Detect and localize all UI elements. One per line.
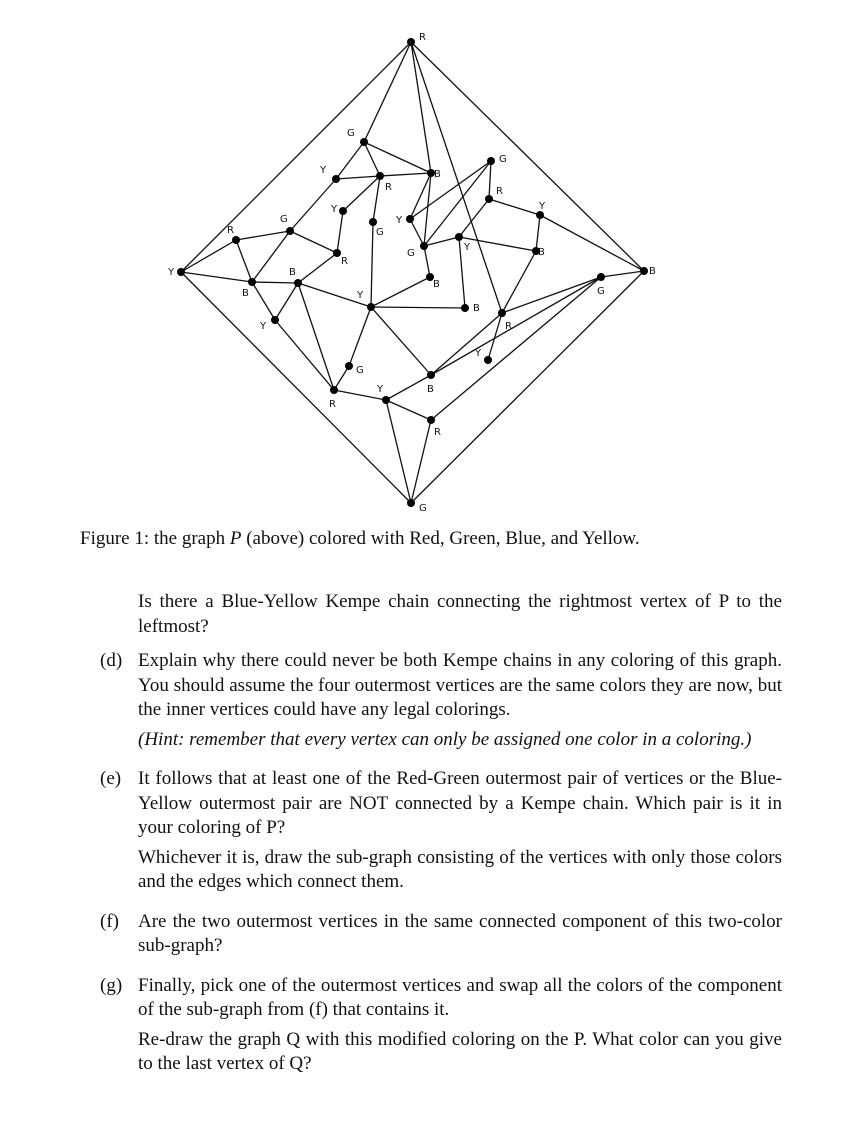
graph-edge [373, 176, 380, 222]
graph-vertex [420, 242, 428, 250]
graph-vertex [640, 267, 648, 275]
graph-edge [502, 251, 536, 313]
graph-edge [411, 420, 431, 503]
vertex-color-label: Y [168, 267, 175, 278]
graph-edge [364, 142, 380, 176]
graph-edge [431, 277, 601, 375]
vertex-color-label: G [407, 248, 415, 259]
vertex-color-label: B [433, 279, 440, 290]
graph-edge [371, 307, 431, 375]
graph-edge [252, 282, 298, 283]
graph-edge [489, 161, 491, 199]
figure-graph [0, 0, 860, 520]
vertex-color-label: R [341, 256, 348, 267]
graph-vertex [248, 278, 256, 286]
vertex-color-label: Y [320, 165, 327, 176]
vertex-color-label: R [434, 427, 441, 438]
graph-vertex [339, 207, 347, 215]
vertex-color-label: Y [260, 321, 267, 332]
graph-vertex [407, 38, 415, 46]
graph-edge [502, 277, 601, 313]
graph-vertex [382, 396, 390, 404]
graph-edge [411, 42, 431, 173]
vertex-color-label: G [356, 365, 364, 376]
vertex-color-label: R [419, 32, 426, 43]
graph-edge [540, 215, 644, 271]
vertex-color-label: G [419, 503, 427, 514]
vertex-color-label: Y [539, 201, 546, 212]
graph-vertex [427, 371, 435, 379]
graph-vertex [367, 303, 375, 311]
vertex-color-label: R [496, 186, 503, 197]
graph-vertex [407, 499, 415, 507]
graph-edge [431, 313, 502, 375]
graph-edge [343, 176, 380, 211]
question-f-label: (f) [100, 910, 119, 932]
graph-edge [236, 231, 290, 240]
graph-vertex [376, 172, 384, 180]
vertex-color-label: B [434, 169, 441, 180]
graph-edge [371, 307, 465, 308]
vertex-color-label: Y [377, 384, 384, 395]
graph-vertex [360, 138, 368, 146]
graph-edge [290, 231, 337, 253]
graph-edge [349, 307, 371, 366]
question-g [100, 974, 782, 1082]
vertex-color-label: B [538, 247, 545, 258]
vertex-color-label: Y [396, 215, 403, 226]
graph-edge [336, 142, 364, 179]
question-g-label: (g) [100, 974, 123, 996]
caption-prefix: Figure 1: the graph [80, 528, 230, 549]
question-e-text-2: Whichever it is, draw the sub-graph consisting of the vertices with only those colors and the edges which connect them. [138, 846, 782, 892]
graph-edge [337, 211, 343, 253]
caption-var: P [229, 528, 242, 549]
vertex-color-label: G [597, 286, 605, 297]
graph-edge [411, 271, 644, 503]
graph-vertex [286, 227, 294, 235]
graph-vertex [333, 249, 341, 257]
graph-edge [252, 231, 290, 282]
graph-edge [336, 176, 380, 179]
graph-edges [181, 42, 644, 503]
question-d-text: Explain why there could never be both Kempe chains in any coloring of this graph. You should assume the four outermost vertices are the same colors they are now, but the inner vertices could have any legal colorings. [138, 650, 782, 720]
question-intro-text: Is there a Blue-Yellow Kempe chain connecting the rightmost vertex of P to the leftmost? [138, 591, 782, 637]
vertex-color-label: B [649, 266, 656, 277]
graph-edge [424, 173, 431, 246]
vertex-color-label: G [499, 154, 507, 165]
graph-edge [252, 282, 275, 320]
graph-vertex [330, 386, 338, 394]
graph-edge [275, 320, 334, 390]
graph-edge [275, 283, 298, 320]
graph-vertices [167, 32, 656, 514]
graph-edge [536, 215, 540, 251]
question-list [100, 590, 782, 1092]
graph-edge [410, 219, 424, 246]
graph-edge [411, 42, 502, 313]
graph-p-svg [0, 0, 860, 520]
question-e-label: (e) [100, 768, 122, 789]
vertex-color-label: G [347, 128, 355, 139]
graph-edge [334, 366, 349, 390]
graph-edge [411, 42, 644, 271]
graph-edge [371, 222, 373, 307]
question-d [100, 649, 782, 757]
question-e [100, 767, 782, 900]
question-intro [100, 590, 782, 639]
graph-vertex [294, 279, 302, 287]
vertex-color-label: B [473, 303, 480, 314]
graph-edge [181, 272, 252, 282]
graph-edge [386, 375, 431, 400]
graph-edge [364, 42, 411, 142]
question-d-hint: (Hint: remember that every vertex can only be assigned one color in a coloring.) [138, 728, 752, 750]
vertex-color-label: G [280, 214, 288, 225]
graph-vertex [427, 416, 435, 424]
graph-vertex [455, 233, 463, 241]
graph-edge [410, 161, 491, 219]
vertex-color-label: B [427, 384, 434, 395]
graph-vertex [484, 356, 492, 364]
vertex-color-label: B [289, 267, 296, 278]
graph-edge [290, 179, 336, 231]
graph-vertex [369, 218, 377, 226]
vertex-color-label: R [385, 182, 392, 193]
graph-vertex [536, 211, 544, 219]
graph-edge [386, 400, 411, 503]
vertex-color-label: Y [475, 348, 482, 359]
graph-vertex [271, 316, 279, 324]
figure-caption [80, 528, 640, 550]
graph-edge [298, 253, 337, 283]
question-g-text-1: Finally, pick one of the outermost vertices and swap all the colors of the component of the sub-graph from (f) that contains it. [138, 974, 782, 1020]
vertex-color-label: R [505, 321, 512, 332]
graph-edge [364, 142, 431, 173]
graph-edge [601, 271, 644, 277]
graph-edge [298, 283, 334, 390]
question-g-text-2: Re-draw the graph Q with this modified coloring on the P. What color can you give to the last vertex of Q? [138, 1028, 782, 1074]
graph-vertex [345, 362, 353, 370]
vertex-color-label: Y [331, 204, 338, 215]
graph-edge [488, 313, 502, 360]
question-d-label: (d) [100, 650, 123, 671]
question-f [100, 910, 782, 964]
vertex-color-label: Y [464, 242, 471, 253]
graph-vertex [232, 236, 240, 244]
vertex-color-label: R [329, 399, 336, 410]
vertex-color-label: G [376, 227, 384, 238]
graph-vertex [461, 304, 469, 312]
graph-edge [489, 199, 540, 215]
graph-edge [459, 237, 536, 251]
graph-edge [380, 173, 431, 176]
graph-vertex [406, 215, 414, 223]
question-e-text-1: It follows that at least one of the Red-Green outermost pair of vertices or the Blue-Yellow outermost pair are NOT connected by a Kempe chain. Which pair is it in your coloring of P? [138, 768, 782, 838]
graph-edge [386, 400, 431, 420]
vertex-color-label: R [227, 225, 234, 236]
graph-edge [424, 246, 430, 277]
caption-suffix: (above) colored with Red, Green, Blue, and Yellow. [241, 528, 640, 549]
graph-vertex [487, 157, 495, 165]
graph-vertex [332, 175, 340, 183]
graph-vertex [485, 195, 493, 203]
graph-vertex [597, 273, 605, 281]
question-f-text: Are the two outermost vertices in the same connected component of this two-color sub-graph? [138, 910, 782, 956]
vertex-color-label: Y [357, 290, 364, 301]
vertex-color-label: B [242, 288, 249, 299]
graph-vertex [498, 309, 506, 317]
graph-edge [371, 277, 430, 307]
graph-vertex [177, 268, 185, 276]
graph-edge [236, 240, 252, 282]
